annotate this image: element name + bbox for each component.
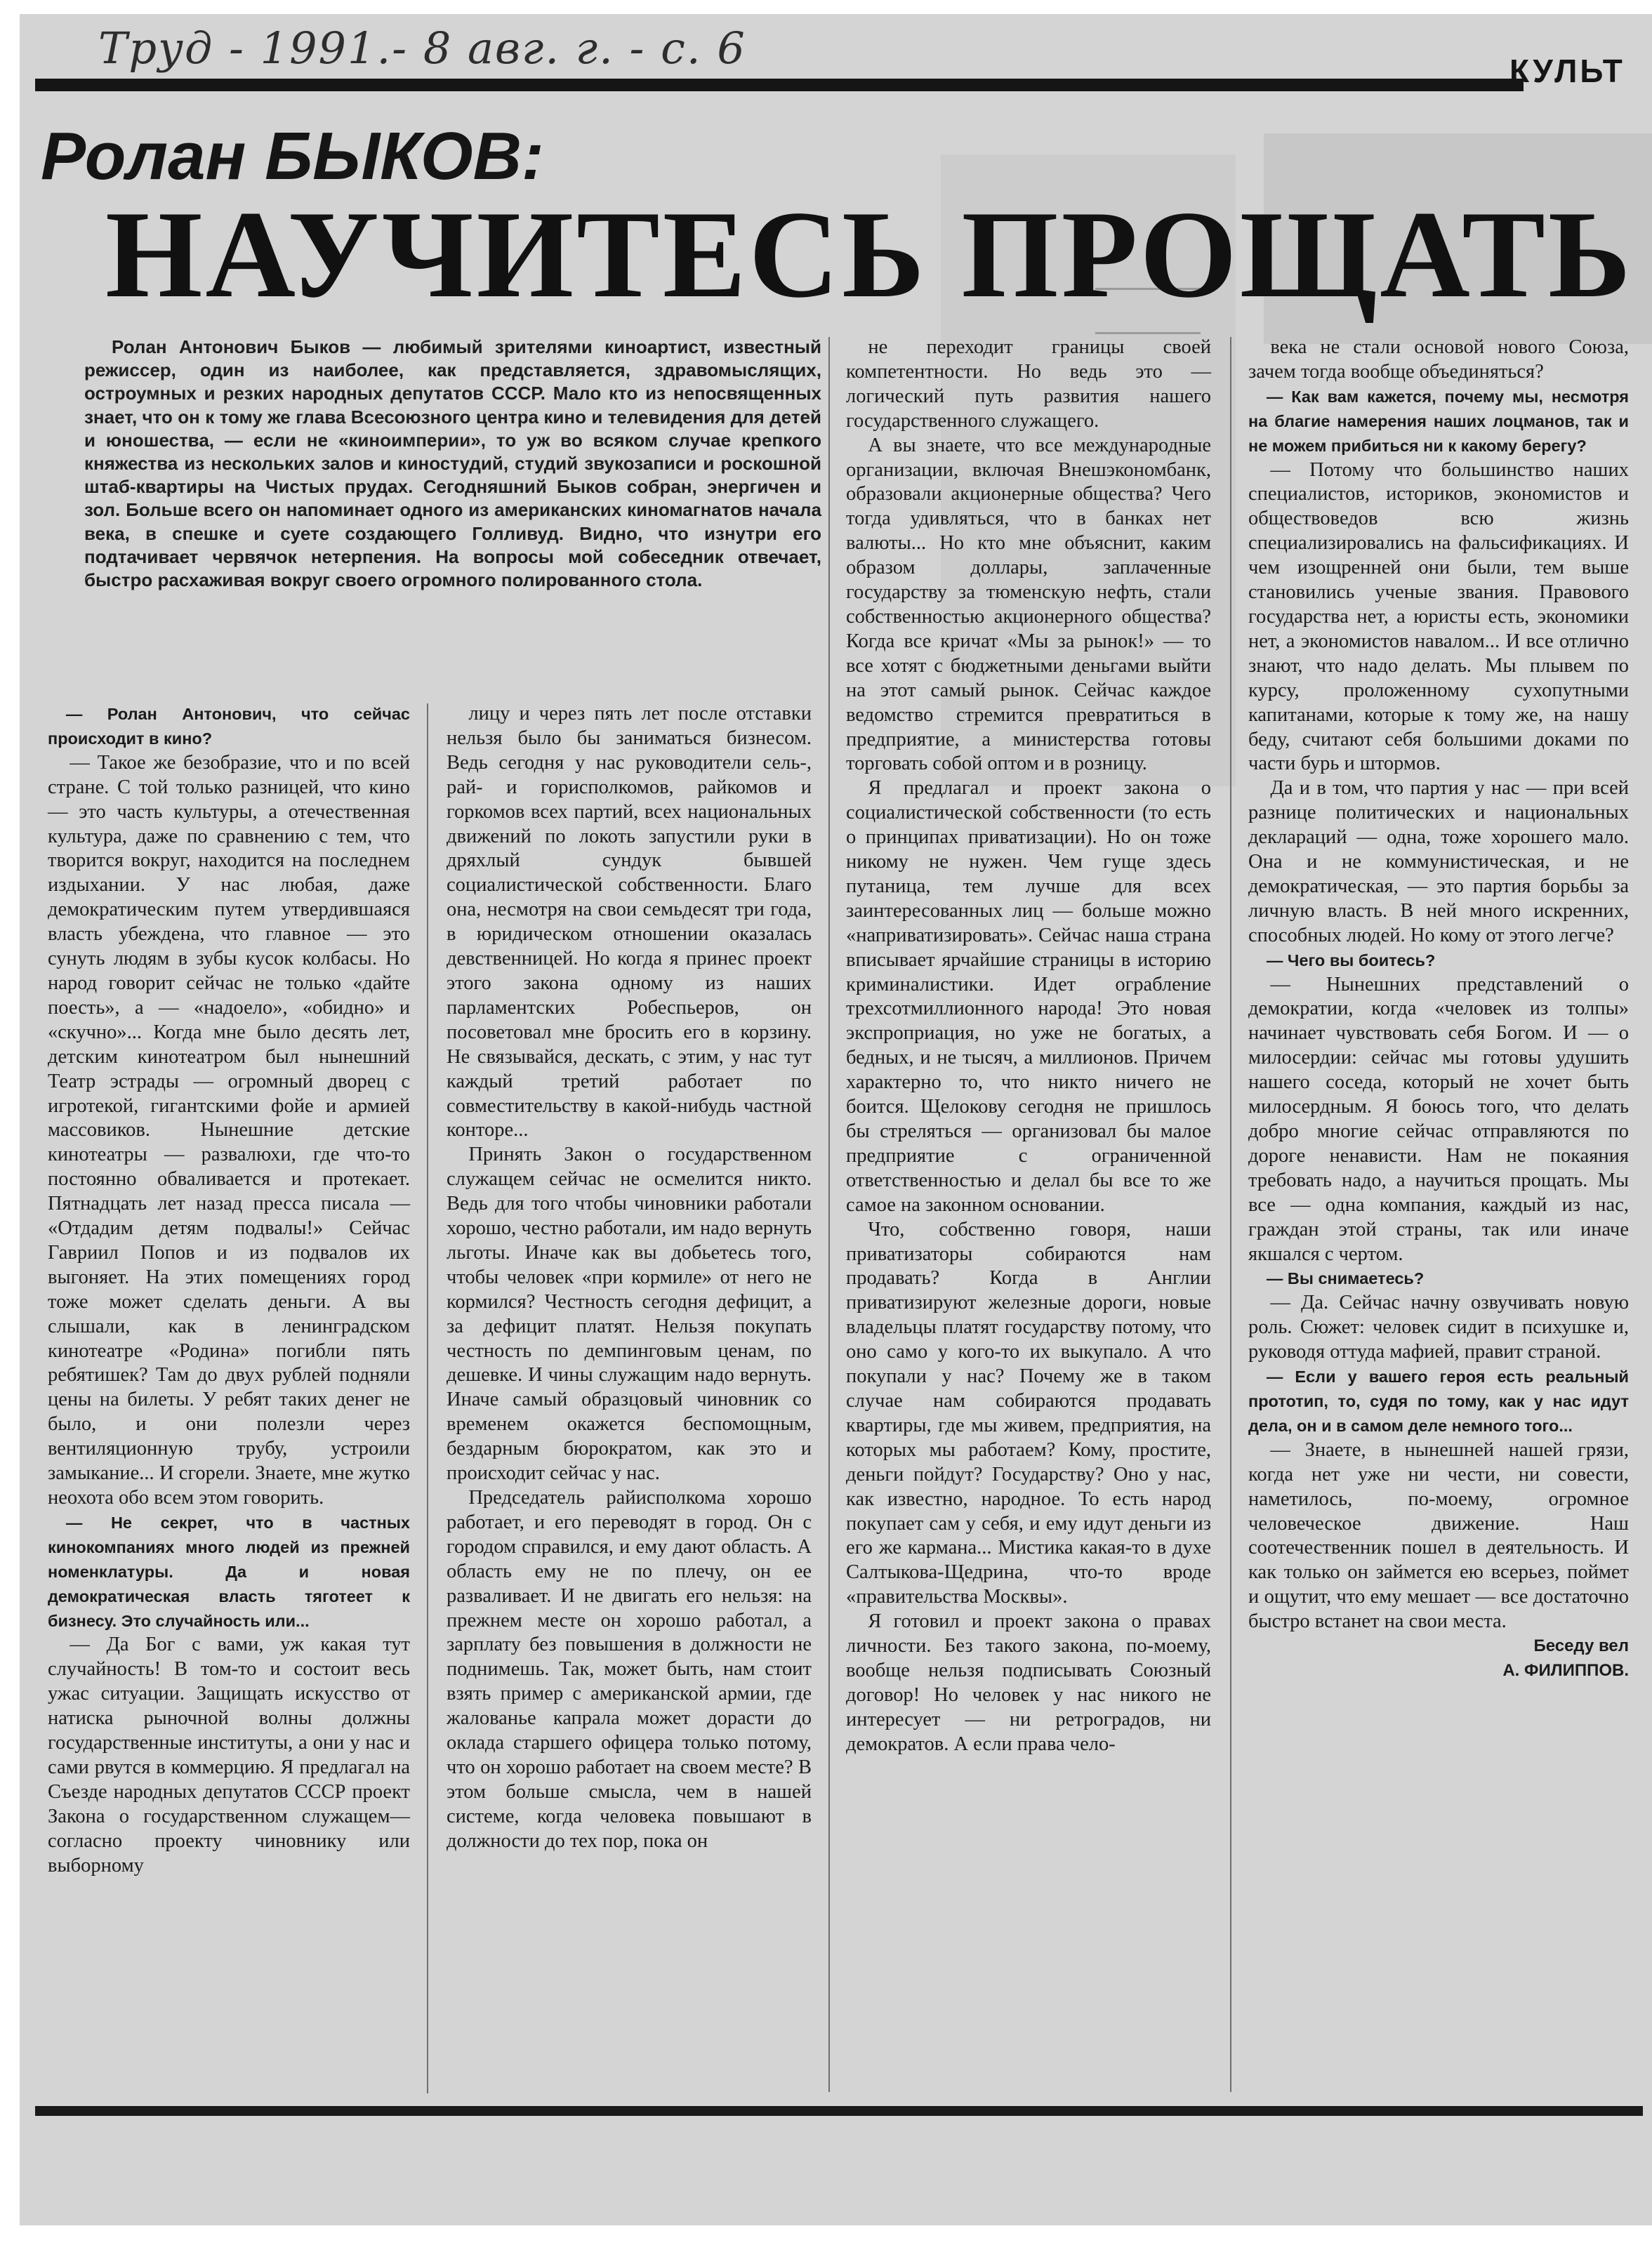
article-paragraph: Да и в том, что партия у нас — при всей разнице политических и национальных деклараций — одна, тоже хорошего мало. Она и не коммунистическая, и не демократическая, — это партия борьбы за личную власть. В ней много искренних, способных людей. Но кому от этого легче? [1248, 777, 1629, 946]
interview-question: — Ролан Антонович, что сейчас происходит в кино? [48, 705, 410, 748]
article-paragraph: не переходит границы своей компетентности. Но ведь это — логический путь развития нашего государственного служащего. [846, 336, 1211, 432]
column-divider [427, 703, 428, 2093]
interview-question: — Вы снимаетесь? [1266, 1269, 1425, 1288]
article-column-3 [846, 336, 1211, 2105]
lead-paragraph [84, 336, 821, 687]
article-paragraph: — Да. Сейчас начну озвучивать новую роль. Сюжет: человек сидит в психушке и, руководя оттуда мафией, правит страной. [1248, 1292, 1629, 1363]
article-column-1 [48, 702, 410, 2106]
column-divider [828, 337, 830, 2092]
bottom-rule [35, 2106, 1643, 2116]
section-rubric: КУЛЬТ [1509, 53, 1625, 89]
author-kicker: Ролан БЫКОВ: [41, 119, 544, 194]
lead-text: Ролан Антонович Быков — любимый зрителями киноартист, известный режиссер, один из наиболее, как представляется, здравомыслящих, остроумных и резких народных депутатов СССР. Мало кто из непосвященных знает, что он к тому же глава Всесоюзного центра кино и телевидения для детей и юношества, — если не «киноимперии», то уж во всяком случае крепкого княжества из нескольких залов и киностудий, студий звукозаписи и роскошной штаб-квартиры на Чистых прудах. Сегодняшний Быков собран, энергичен и зол. Больше всего он напоминает одного из американских киномагнатов начала века, в спешке и суете создающего Голливуд. Видно, что изнутри его подтачивает червячок нетерпения. На вопросы мой собеседник отвечает, быстро расхаживая вокруг своего огромного полированного стола. [84, 336, 821, 591]
interview-question: — Если у вашего героя есть реальный прототип, то, судя по тому, как у нас идут дела, он и в самом деле немного того... [1248, 1368, 1629, 1435]
article-paragraph: Принять Закон о государственном служащем сейчас не осмелится никто. Ведь для того чтобы чиновники работали хорошо, честно работали, им надо вернуть льготы. Иначе как вы добьетесь того, чтобы человек «при кормиле» от него не кормился? Честность сегодня дефицит, а за дефицит платят. Нельзя покупать честность по демпинговым ценам, по дешевке. И чины служащим надо вернуть. Иначе самый образцовый чиновник со временем окажется беспомощным, бездарным бюрократом, как это и происходит сейчас у нас. [447, 1144, 812, 1485]
byline: Беседу вел [1533, 1636, 1629, 1656]
headline: НАУЧИТЕСЬ ПРОЩАТЬ [105, 185, 1634, 324]
article-paragraph: Я предлагал и проект закона о социалистической собственности (то есть о принципах приватизации). Но он тоже никому не нужен. Чем гуще здесь путаница, тем лучше для всех заинтересованных лиц — больше можно «наприватизировать». Сейчас наша страна вписывает ярчайшие страницы в историю криминалистики. Идет ограбление трехсотмиллионного народа! Это новая экспроприация, но уже не богатых, а бедных, и не тысяч, а миллионов. Причем характерно то, что никто ничего не боится. Щелокову сегодня не пришлось бы стреляться — организовал бы малое предприятие с ограниченной ответственностью и делал бы все то же самое на законном основании. [846, 777, 1211, 1216]
article-paragraph: века не стали основой нового Союза, зачем тогда вообще объединяться? [1248, 336, 1629, 383]
article-paragraph: — Знаете, в нынешней нашей грязи, когда нет уже ни чести, ни совести, наметилось, по-моему, огромное человеческое движение. Наш соотечественник пошел в деятельность. И как только он займется ею всерьез, поймет и ощутит, что ему мешает — все достаточно быстро встанет на свои места. [1248, 1438, 1629, 1633]
byline: А. ФИЛИППОВ. [1502, 1660, 1629, 1680]
article-paragraph: А вы знаете, что все международные организации, включая Внешэкономбанк, образовали акционерные общества? Чего тогда удивляться, что в банках нет валюты... Но кто мне объяснит, каким образом доллары, заплаченные государству за тюменскую нефть, стали собственностью акционерного общества? Когда все кричат «Мы за рынок!» — то все хотят с бюджетными деньгами выйти на этот самый рынок. Сейчас каждое ведомство стремится превратиться в предприятие, а министерства готовы торговать собой оптом и в розницу. [846, 434, 1211, 775]
article-paragraph: Что, собственно говоря, наши приватизаторы собираются нам продавать? Когда в Англии приватизируют железные дороги, новые владельцы платят государству потому, что оно само у кого-то их выкупало. А что покупали у нас? Почему же в таком случае нам собираются продавать квартиры, где мы живем, предприятия, на которых мы работаем? Кому, простите, деньги пойдут? Государству? Оно у нас, как известно, народное. То есть народ покупает сам у себя, и ему идут деньги из его же кармана... Мистика какая-то в духе Салтыкова-Щедрина, что-то вроде «правительства Москвы». [846, 1218, 1211, 1608]
interview-question: — Как вам кажется, почему мы, несмотря на благие намерения наших лоцманов, так и не можем прибиться ни к какому берегу? [1248, 387, 1629, 455]
article-paragraph: — Да Бог с вами, уж какая тут случайность! В том-то и состоит весь ужас ситуации. Защищать искусство от натиска рыночной волны должны государственные институты, а они у нас и сами рвутся в коммерцию. Я предлагал на Съезде народных депутатов СССР проект Закона о государственном служащем—согласно проекту чиновнику или выборному [48, 1634, 410, 1876]
article-paragraph: лицу и через пять лет после отставки нельзя было бы заниматься бизнесом. Ведь сегодня у нас руководители сель-, рай- и горисполкомов, райкомов и горкомов всех партий, всех национальных движений по локоть запустили руки в дряхлый сундук бывшей социалистической собственности. Благо она, несмотря на свои семьдесят три года, в юридическом отношении оказалась девственницей. Но когда я принес проект этого закона одному из наших парламентских Робеспьеров, он посоветовал мне бросить его в корзину. Не связывайся, дескать, с этим, у нас тут каждый третий работает по совместительству в какой-нибудь частной конторе... [447, 703, 812, 1141]
interview-question: — Не секрет, что в частных кинокомпаниях много людей из прежней номенклатуры. Да и новая демократическая власть тяготеет к бизнесу. Это случайность или... [48, 1513, 410, 1630]
column-divider [1230, 337, 1231, 2092]
article-paragraph: Я готовил и проект закона о правах личности. Без такого закона, по-моему, вообще нельзя подписывать Союзный договор! Но человек у нас никого не интересует — ни ретроградов, ни демократов. А если права чело- [846, 1610, 1211, 1755]
article-paragraph: — Потому что большинство наших специалистов, историков, экономистов и обществоведов всю жизнь специализировались на фальсификациях. И чем изощренней они были, тем выше становились ученые звания. Правового государства нет, а юристы есть, экономики нет, а экономистов навалом... И все отлично знают, что надо делать. Мы плывем по курсу, проложенному сухопутными капитанами, которые к тому же, на нашу беду, считают себя большими доками по части бурь и штормов. [1248, 458, 1629, 775]
interview-question: — Чего вы боитесь? [1266, 951, 1436, 969]
article-column-2 [447, 702, 812, 2106]
article-paragraph: Председатель райисполкома хорошо работает, и его переводят в город. Он с городом справился, и ему дают область. А область ему не по плечу, он ее разваливает. И не двигать его нельзя: на прежнем месте он хорошо работал, а зарплату без повышения в должности не поднимешь. Так, может быть, нам стоит взять пример с американской армии, где жалованье капрала может дорасти до оклада старшего офицера только потому, что он хорошо работает на своем месте? В этом больше смысла, чем в нашей системе, когда человека повышают в должности до тех пор, пока он [447, 1487, 812, 1852]
article-column-4 [1248, 336, 1629, 2105]
top-rule [35, 79, 1524, 91]
article-paragraph: — Такое же безобразие, что и по всей стране. С той только разницей, что кино — это часть культуры, а отечественная культура, даже по сравнению с тем, что творится вокруг, находится на последнем издыхании. У нас любая, даже демократическим путем утвердившаяся власть убеждена, что главное — это сунуть людям в зубы кусок колбасы. Но народ говорит сейчас не только «дайте поесть», а — «надоело», «обидно» и «скучно»... Когда мне было десять лет, детским кинотеатром был нынешний Театр эстрады — огромный дворец с игротекой, гигантскими фойе и армией массовиков. Нынешние детские кинотеатры — развалюхи, где что-то постоянно обваливается и протекает. Пятнадцать лет назад пресса писала — «Отдадим детям подвалы!» Сейчас Гавриил Попов и из подвалов их выгоняет. На этих помещениях город тоже может сделать деньги. А вы слышали, как в ленинградском кинотеатре «Родина» погибли пять ребятишек? Там до двух рублей подняли цены на билеты. У ребят таких денег не было, и они полезли через вентиляционную трубу, устроили замыкание... И сгорели. Знаете, мне жутко неохота обо всем этом говорить. [48, 751, 410, 1509]
article-paragraph: — Нынешних представлений о демократии, когда «человек из толпы» начинает чувствовать себя Богом. И — о милосердии: сейчас мы готовы удушить нашего соседа, который не хочет быть милосердным. Я боюсь того, что делать добро многие сейчас отправляются по дороге ненависти. Нам не покаяния требовать надо, а научиться прощать. Мы все — одна компания, каждый из нас, граждан этой страны, так или иначе якшался с чертом. [1248, 973, 1629, 1265]
handwritten-source-note: Труд - 1991.- 8 авг. г. - с. 6 [98, 22, 746, 74]
